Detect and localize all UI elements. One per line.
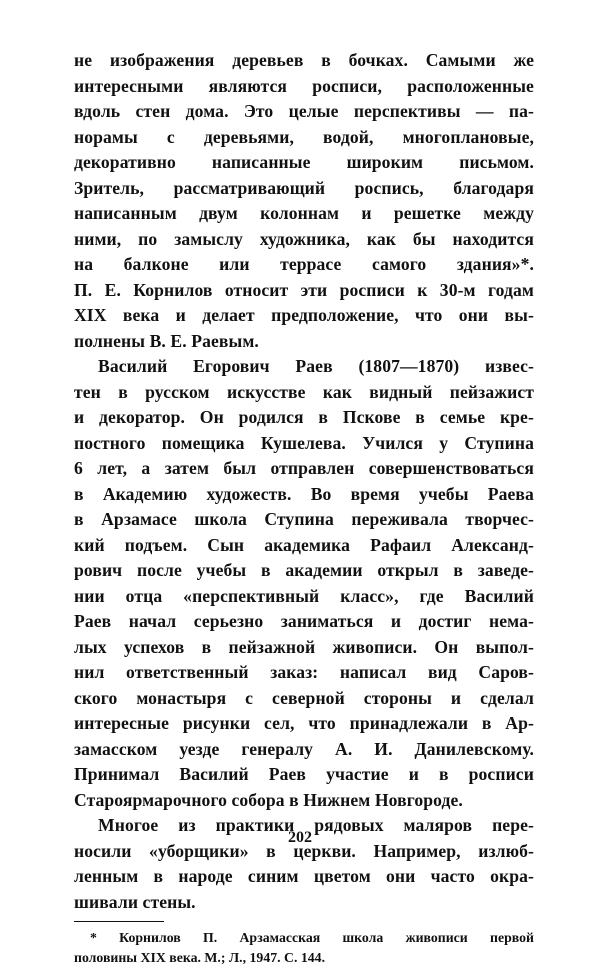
text-line: в Академию художеств. Во время учебы Раева <box>74 483 534 504</box>
text-line: Староярмарочного собора в Нижнем Новгороде. <box>74 789 463 810</box>
footnote-line: половины XIX века. М.; Л., 1947. С. 144. <box>74 950 326 965</box>
text-line: в Арзамасе школа Ступина переживала творчес- <box>74 509 534 529</box>
text-line: ского монастыря с северной стороны и сделал <box>74 687 534 708</box>
text-line: XIX века и делает предположение, что они вы- <box>74 305 534 325</box>
text-line: норамы с деревьями, водой, многоплановые, <box>74 126 534 147</box>
text-line: тен в русском искусстве как видный пейзажист <box>74 381 534 402</box>
text-line: постного помещика Кушелева. Учился у Ступина <box>74 432 534 453</box>
text-line: декоративно написанные широким письмом. <box>74 152 534 172</box>
text-line: и декоратор. Он родился в Пскове в семье кре- <box>74 407 534 427</box>
text-line: Принимал Василий Раев участие и в росписи <box>74 764 534 784</box>
text-line: ленным в народе синим цветом они часто окра- <box>74 866 534 886</box>
text-line: лых успехов в пейзажной живописи. Он выпол- <box>74 636 534 657</box>
text-line: кий подъем. Сын академика Рафаил Александ- <box>74 534 534 555</box>
text-line: нии отца «перспективный класс», где Василий <box>74 585 534 606</box>
text-line: шивали стены. <box>74 891 196 912</box>
text-line: интересными являются росписи, расположенные <box>74 75 534 96</box>
text-line: Василий Егорович Раев (1807—1870) извес- <box>98 356 534 376</box>
text-line: на балконе или террасе самого здания»*. <box>74 254 534 274</box>
text-line: 6 лет, а затем был отправлен совершенствоваться <box>74 458 534 478</box>
text-line: полнены В. Е. Раевым. <box>74 330 259 351</box>
text-line: Зритель, рассматривающий роспись, благодаря <box>74 177 534 198</box>
footnote <box>74 928 534 968</box>
text-line: вдоль стен дома. Это целые перспективы — па- <box>74 101 534 121</box>
text-line: П. Е. Корнилов относит эти росписи к 30-м годам <box>74 279 534 300</box>
text-line: написанным двум колоннам и решетке между <box>74 203 534 223</box>
text-line: не изображения деревьев в бочках. Самыми же <box>74 50 534 70</box>
text-line: нил ответственный заказ: написал вид Саров- <box>74 662 534 682</box>
page-number: 202 <box>288 829 312 846</box>
text-line: интересные рисунки сел, что принадлежали в Ар- <box>74 713 534 733</box>
footnote-separator <box>74 921 164 922</box>
footnote-line: * Корнилов П. Арзамасская школа живописи первой <box>90 930 534 945</box>
text-line: носили «уборщики» в церкви. Например, излюб- <box>74 840 534 861</box>
text-line: рович после учебы в академии открыл в заведе- <box>74 560 534 580</box>
text-line: замасском уезде генералу А. И. Данилевскому. <box>74 738 534 759</box>
main-text <box>74 48 534 915</box>
text-line: Раев начал серьезно заниматься и достиг нема- <box>74 611 534 631</box>
text-line: Многое из практики рядовых маляров пере- <box>98 815 534 835</box>
text-line: ними, по замыслу художника, как бы находится <box>74 228 534 249</box>
